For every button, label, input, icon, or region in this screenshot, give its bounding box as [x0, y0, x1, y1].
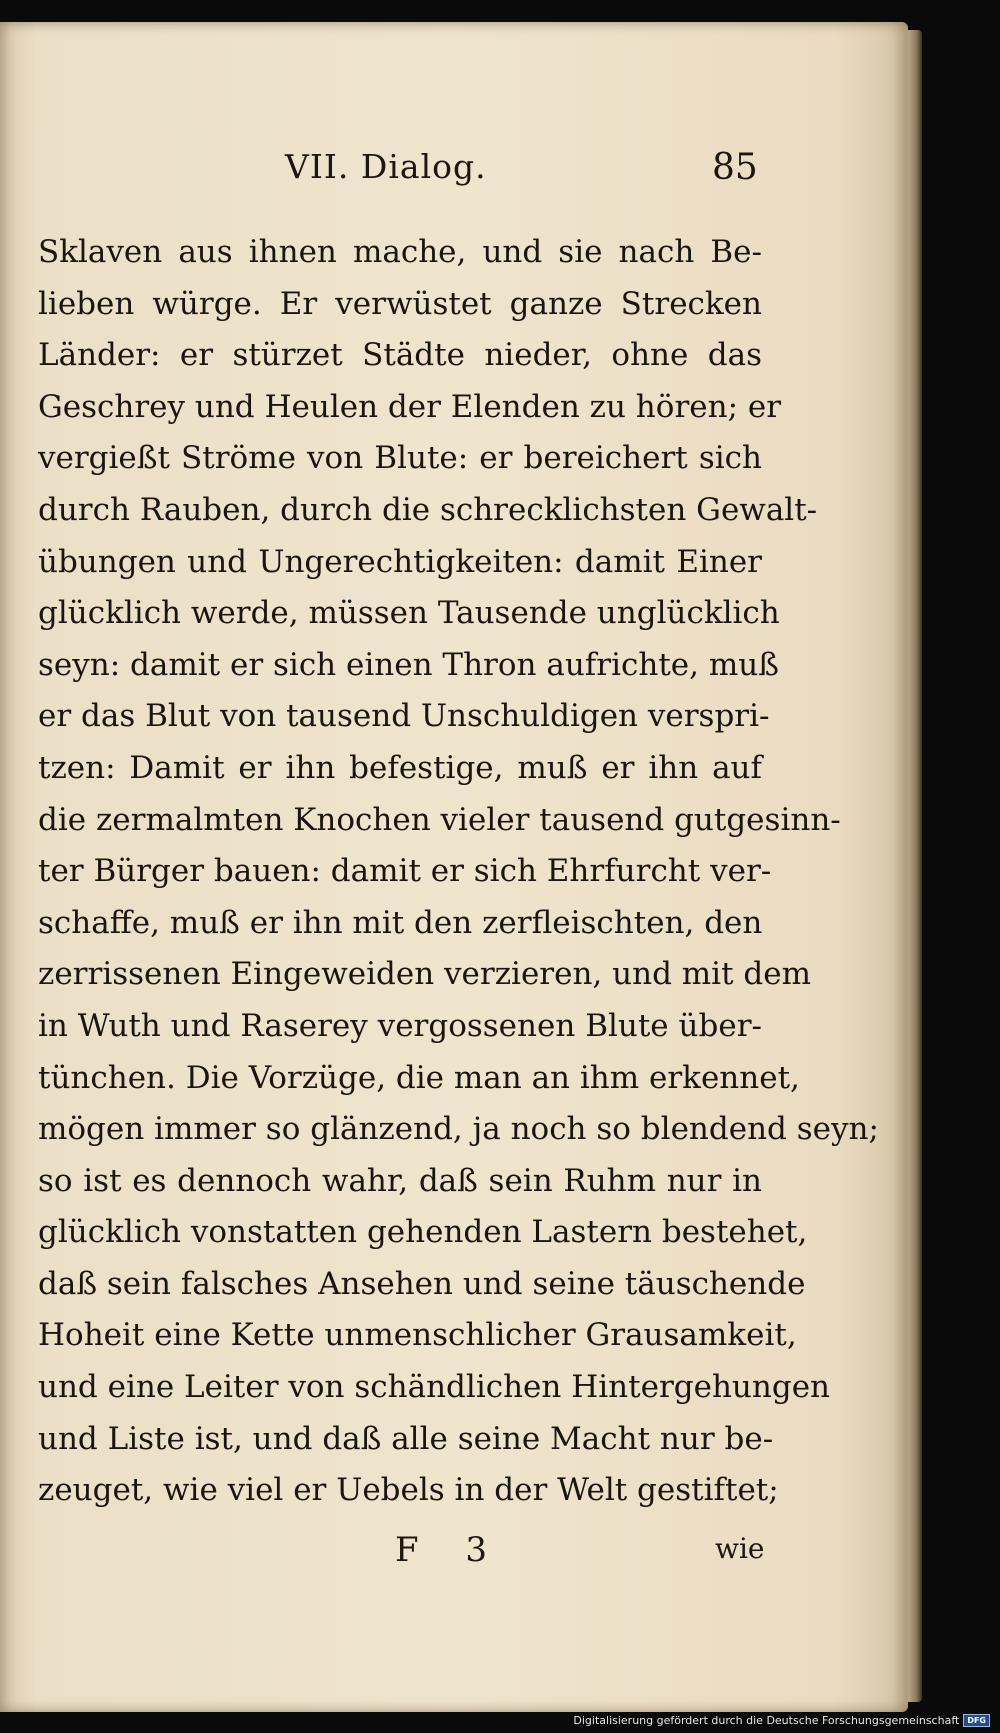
- text-line: in Wuth und Raserey vergossenen Blute über-: [38, 1007, 762, 1044]
- text-line: er das Blut von tausend Unschuldigen verspri-: [38, 698, 770, 735]
- text-line: so ist es dennoch wahr, daß sein Ruhm nur in: [38, 1162, 762, 1199]
- signature-mark: F 3: [395, 1530, 506, 1570]
- text-line: Hoheit eine Kette unmenschlicher Grausamkeit,: [38, 1317, 797, 1354]
- running-head: VII. Dialog.: [285, 147, 487, 186]
- text-line: vergießt Ströme von Blute: er bereichert sich: [38, 440, 762, 477]
- book-page: [0, 22, 908, 1712]
- text-line: die zermalmten Knochen vieler tausend gutgesinn-: [38, 801, 841, 838]
- text-line: Länder: er stürzet Städte nieder, ohne das: [38, 337, 762, 374]
- text-line: Sklaven aus ihnen mache, und sie nach Be-: [38, 234, 762, 270]
- text-line: tünchen. Die Vorzüge, die man an ihm erkennet,: [38, 1059, 800, 1096]
- text-line: übungen und Ungerechtigkeiten: damit Einer: [38, 543, 762, 580]
- text-line: glücklich werde, müssen Tausende unglücklich: [38, 595, 780, 632]
- text-line: daß sein falsches Ansehen und seine täuschende: [38, 1265, 806, 1302]
- text-line: und Liste ist, und daß alle seine Macht nur be-: [38, 1420, 774, 1457]
- text-line: seyn: damit er sich einen Thron aufrichte, muß: [38, 646, 779, 683]
- catchword: wie: [715, 1532, 765, 1565]
- digitization-credit: [573, 1714, 990, 1727]
- page-header: [0, 147, 908, 197]
- text-line: glücklich vonstatten gehenden Lastern bestehet,: [38, 1214, 808, 1251]
- text-line: zeuget, wie viel er Uebels in der Welt gestiftet;: [38, 1472, 779, 1509]
- page-edge: [908, 30, 922, 1702]
- text-line: Geschrey und Heulen der Elenden zu hören; er: [38, 388, 782, 425]
- text-line: ter Bürger bauen: damit er sich Ehrfurcht ver-: [38, 853, 772, 890]
- text-line: zerrissenen Eingeweiden verzieren, und mit dem: [38, 956, 811, 993]
- page-number: 85: [712, 147, 758, 188]
- text-line: mögen immer so glänzend, ja noch so blendend seyn;: [38, 1111, 879, 1148]
- credit-text: Digitalisierung gefördert durch die Deutsche Forschungsgemeinschaft: [573, 1714, 960, 1727]
- text-line: durch Rauben, durch die schrecklichsten Gewalt-: [38, 491, 818, 528]
- text-line: schaffe, muß er ihn mit den zerfleischten, den: [38, 904, 763, 941]
- body-text: [38, 227, 879, 1517]
- text-line: lieben würge. Er verwüstet ganze Strecken: [38, 285, 762, 322]
- text-line: und eine Leiter von schändlichen Hintergehungen: [38, 1369, 830, 1406]
- dfg-logo-icon: DFG: [963, 1714, 990, 1727]
- text-line: tzen: Damit er ihn befestige, muß er ihn auf: [38, 749, 762, 786]
